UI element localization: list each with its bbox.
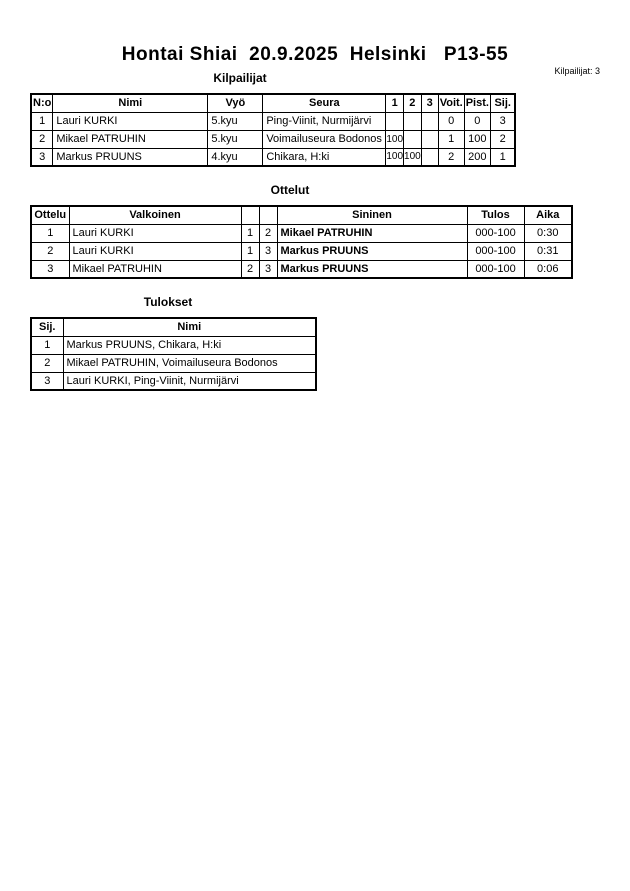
cell-round2 bbox=[404, 130, 422, 148]
competitors-table bbox=[30, 93, 516, 167]
cell-no: 1 bbox=[31, 112, 53, 130]
cell-wins: 2 bbox=[438, 148, 464, 166]
cell-result: 000-100 bbox=[467, 224, 524, 242]
cell-place: 3 bbox=[31, 372, 63, 390]
col-header-points: Pist. bbox=[464, 94, 490, 112]
col-header-blue-no bbox=[259, 206, 277, 224]
cell-belt: 5.kyu bbox=[208, 112, 263, 130]
cell-white-no: 1 bbox=[241, 224, 259, 242]
cell-wins: 0 bbox=[438, 112, 464, 130]
cell-match-no: 3 bbox=[31, 260, 69, 278]
cell-place: 2 bbox=[31, 354, 63, 372]
results-heading: Tulokset bbox=[143, 295, 193, 309]
matches-header-row bbox=[31, 206, 572, 224]
results-table bbox=[30, 317, 317, 391]
cell-round1 bbox=[386, 112, 404, 130]
competitor-count-label: Kilpailijat: 3 bbox=[554, 66, 600, 76]
cell-name: Mikael PATRUHIN bbox=[53, 130, 208, 148]
cell-result: 000-100 bbox=[467, 260, 524, 278]
cell-round1: 100 bbox=[386, 148, 404, 166]
col-header-round3: 3 bbox=[421, 94, 438, 112]
cell-belt: 4.kyu bbox=[208, 148, 263, 166]
cell-points: 200 bbox=[464, 148, 490, 166]
cell-blue-no: 2 bbox=[259, 224, 277, 242]
competitors-heading: Kilpailijat bbox=[213, 71, 267, 85]
match-row bbox=[31, 242, 572, 260]
cell-club: Chikara, H:ki bbox=[263, 148, 386, 166]
cell-blue-no: 3 bbox=[259, 242, 277, 260]
cell-time: 0:31 bbox=[524, 242, 572, 260]
cell-place: 1 bbox=[490, 148, 515, 166]
cell-club: Voimailuseura Bodonos bbox=[263, 130, 386, 148]
cell-result: 000-100 bbox=[467, 242, 524, 260]
cell-time: 0:30 bbox=[524, 224, 572, 242]
cell-round3 bbox=[421, 112, 438, 130]
competitor-row bbox=[31, 130, 515, 148]
col-header-name: Nimi bbox=[53, 94, 208, 112]
cell-points: 0 bbox=[464, 112, 490, 130]
result-row bbox=[31, 354, 316, 372]
cell-white-no: 1 bbox=[241, 242, 259, 260]
match-row bbox=[31, 260, 572, 278]
col-header-place: Sij. bbox=[490, 94, 515, 112]
col-header-match: Ottelu bbox=[31, 206, 69, 224]
cell-name: Lauri KURKI, Ping-Viinit, Nurmijärvi bbox=[63, 372, 316, 390]
cell-round3 bbox=[421, 148, 438, 166]
competitor-row bbox=[31, 112, 515, 130]
cell-no: 2 bbox=[31, 130, 53, 148]
col-header-wins: Voit. bbox=[438, 94, 464, 112]
cell-place: 1 bbox=[31, 336, 63, 354]
cell-club: Ping-Viinit, Nurmijärvi bbox=[263, 112, 386, 130]
cell-match-no: 2 bbox=[31, 242, 69, 260]
cell-round2: 100 bbox=[404, 148, 422, 166]
cell-blue-no: 3 bbox=[259, 260, 277, 278]
cell-blue-name: Markus PRUUNS bbox=[277, 242, 467, 260]
result-row bbox=[31, 372, 316, 390]
col-header-club: Seura bbox=[263, 94, 386, 112]
cell-match-no: 1 bbox=[31, 224, 69, 242]
matches-table bbox=[30, 205, 573, 279]
col-header-blue: Sininen bbox=[277, 206, 467, 224]
match-row bbox=[31, 224, 572, 242]
cell-white-name: Lauri KURKI bbox=[69, 242, 241, 260]
col-header-no: N:o bbox=[31, 94, 53, 112]
cell-place: 3 bbox=[490, 112, 515, 130]
competitors-header-row bbox=[31, 94, 515, 112]
cell-white-no: 2 bbox=[241, 260, 259, 278]
cell-round1: 100 bbox=[386, 130, 404, 148]
col-header-round2: 2 bbox=[404, 94, 422, 112]
col-header-result: Tulos bbox=[467, 206, 524, 224]
cell-name: Markus PRUUNS bbox=[53, 148, 208, 166]
cell-round3 bbox=[421, 130, 438, 148]
matches-heading: Ottelut bbox=[270, 183, 310, 197]
result-row bbox=[31, 336, 316, 354]
cell-blue-name: Markus PRUUNS bbox=[277, 260, 467, 278]
col-header-white-no bbox=[241, 206, 259, 224]
col-header-name: Nimi bbox=[63, 318, 316, 336]
col-header-round1: 1 bbox=[386, 94, 404, 112]
cell-white-name: Lauri KURKI bbox=[69, 224, 241, 242]
cell-name: Markus PRUUNS, Chikara, H:ki bbox=[63, 336, 316, 354]
results-header-row bbox=[31, 318, 316, 336]
cell-place: 2 bbox=[490, 130, 515, 148]
cell-name: Mikael PATRUHIN, Voimailuseura Bodonos bbox=[63, 354, 316, 372]
cell-round2 bbox=[404, 112, 422, 130]
cell-time: 0:06 bbox=[524, 260, 572, 278]
cell-name: Lauri KURKI bbox=[53, 112, 208, 130]
page-title: Hontai Shiai 20.9.2025 Helsinki P13-55 bbox=[121, 44, 509, 65]
col-header-place: Sij. bbox=[31, 318, 63, 336]
cell-wins: 1 bbox=[438, 130, 464, 148]
col-header-white: Valkoinen bbox=[69, 206, 241, 224]
col-header-time: Aika bbox=[524, 206, 572, 224]
col-header-belt: Vyö bbox=[208, 94, 263, 112]
cell-no: 3 bbox=[31, 148, 53, 166]
cell-points: 100 bbox=[464, 130, 490, 148]
cell-blue-name: Mikael PATRUHIN bbox=[277, 224, 467, 242]
competitor-row bbox=[31, 148, 515, 166]
cell-belt: 5.kyu bbox=[208, 130, 263, 148]
cell-white-name: Mikael PATRUHIN bbox=[69, 260, 241, 278]
